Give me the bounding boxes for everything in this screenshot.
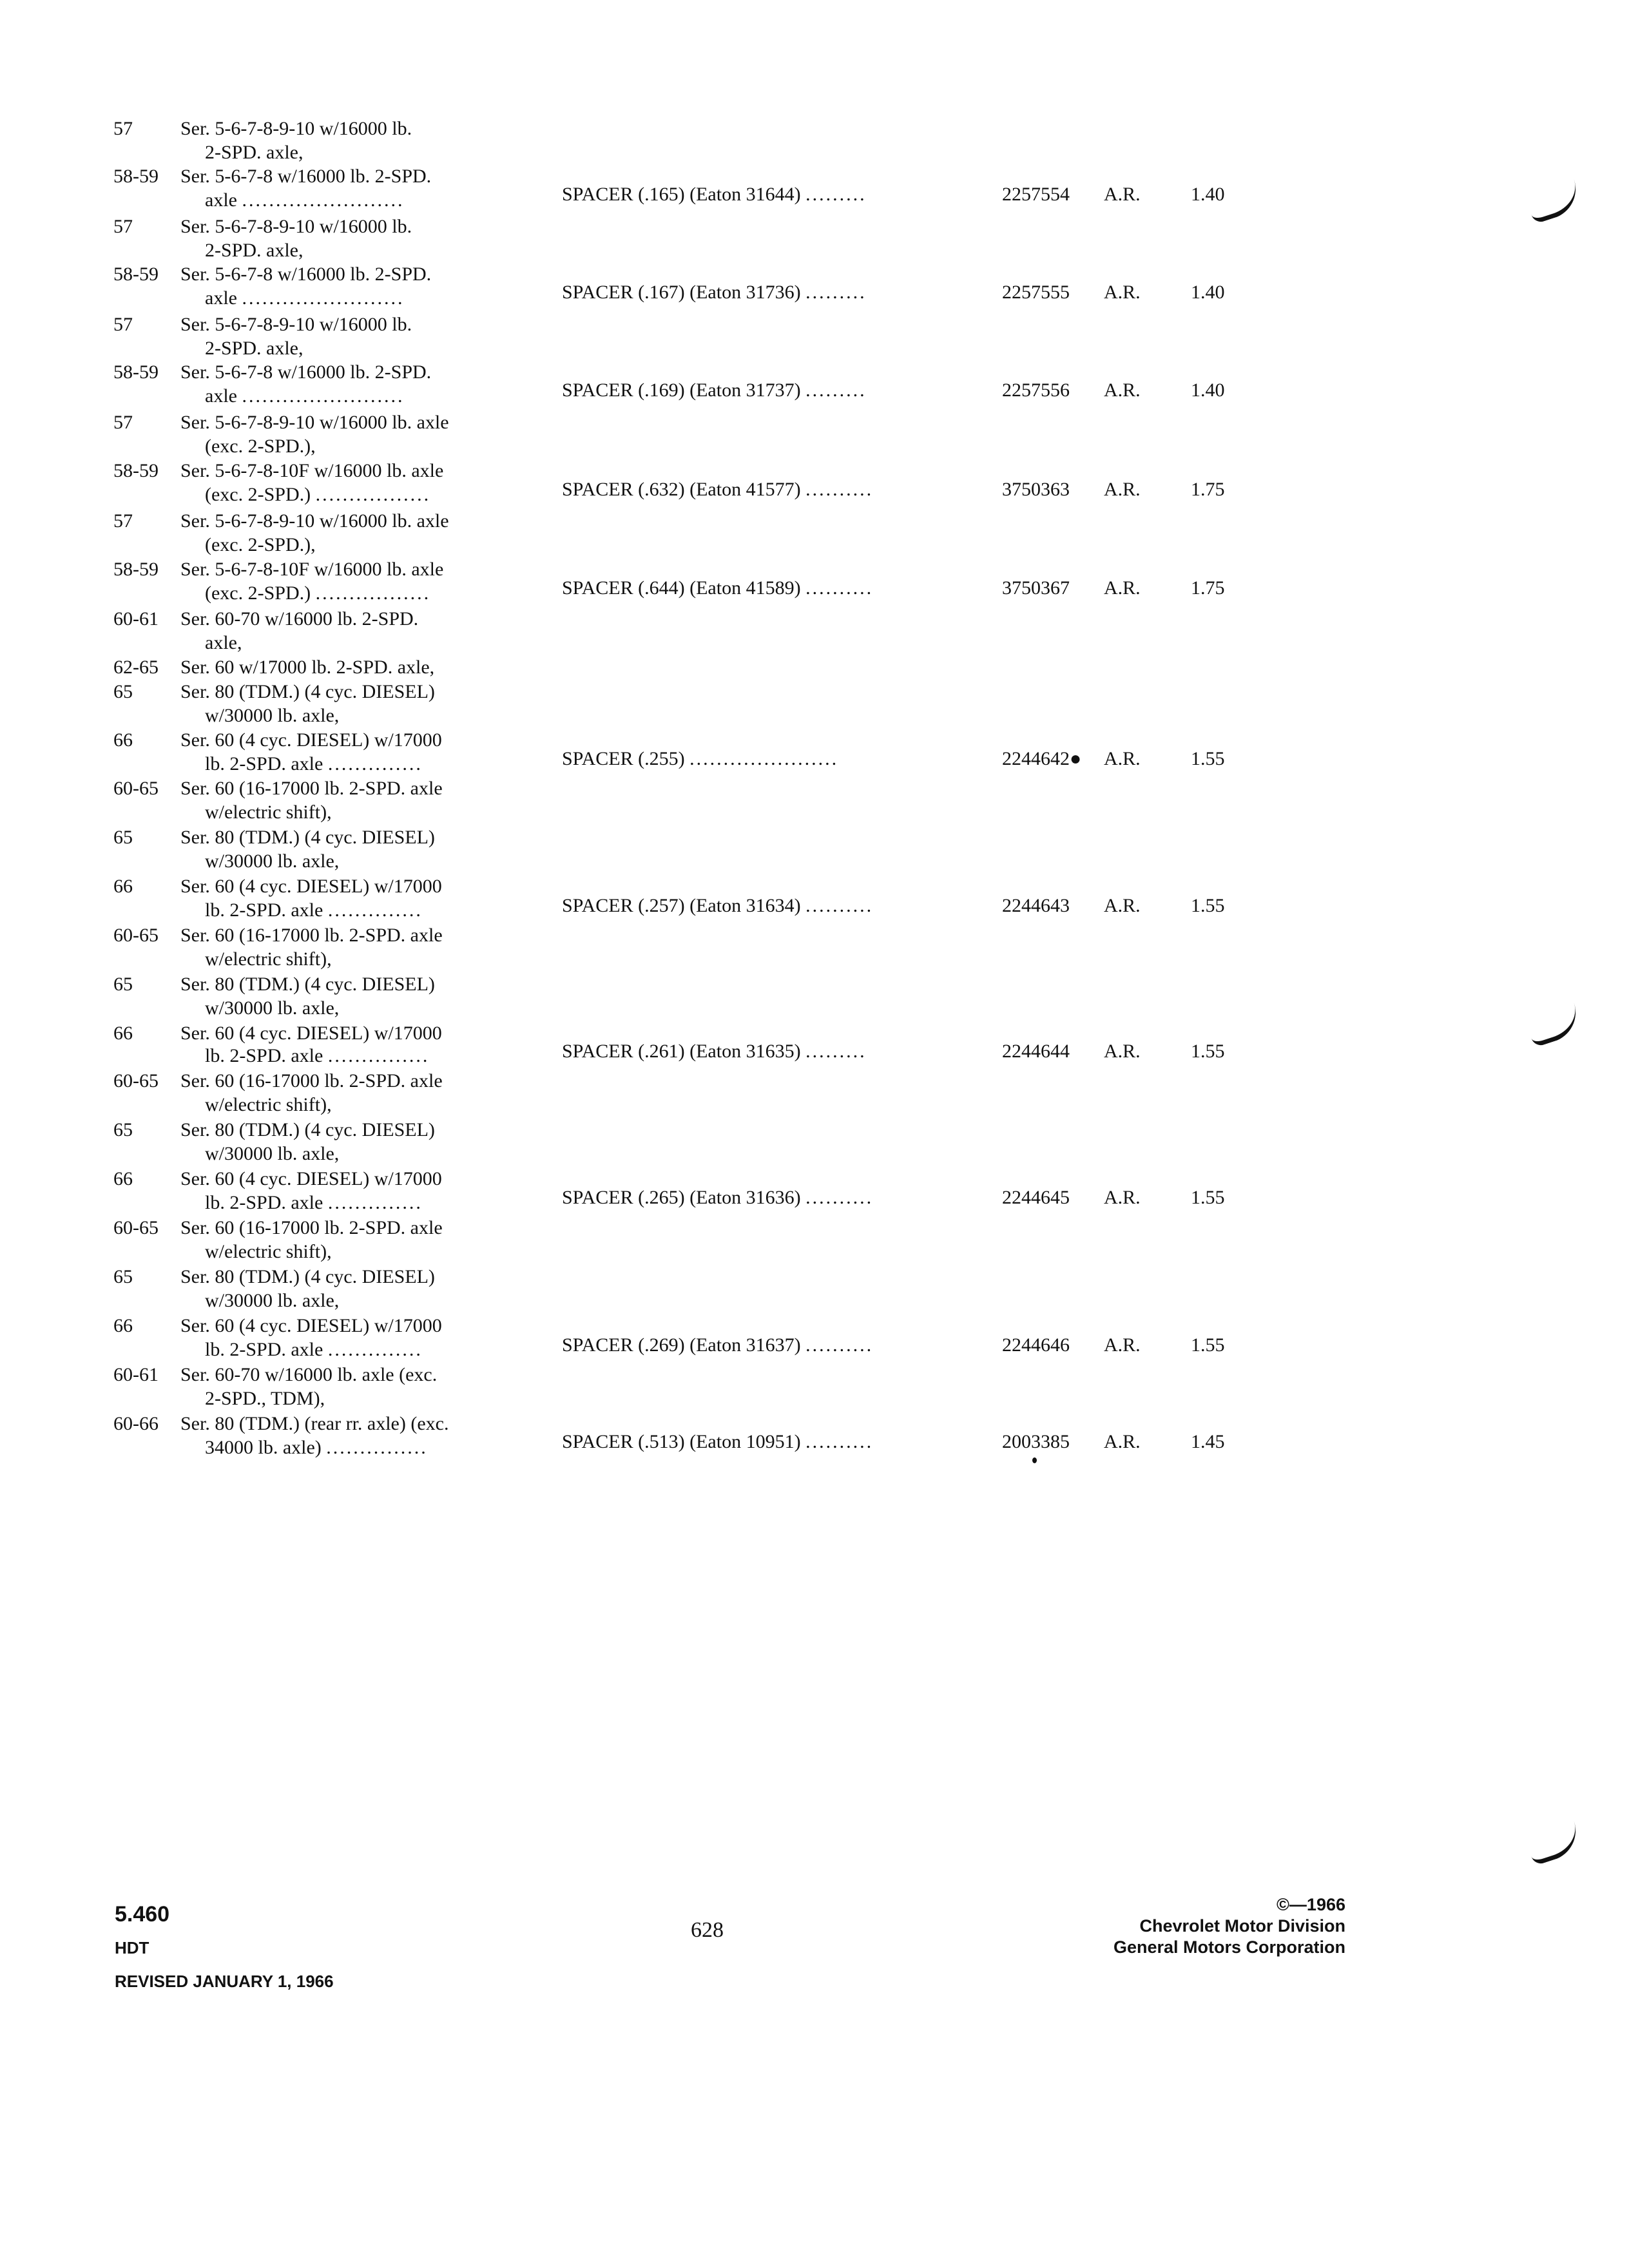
part-quantity: A.R.: [1104, 1431, 1141, 1452]
row-year: 57: [113, 412, 133, 433]
row-year: 60-65: [113, 925, 159, 946]
part-price: 1.55: [1191, 1334, 1225, 1356]
binding-mark: [1525, 1821, 1584, 1866]
row-description: Ser. 80 (TDM.) (4 cyc. DIESEL): [180, 1119, 435, 1140]
row-year: 58-59: [113, 559, 159, 580]
part-quantity: A.R.: [1104, 748, 1141, 769]
row-description: Ser. 5-6-7-8-9-10 w/16000 lb.: [180, 314, 412, 335]
row-year: 57: [113, 216, 133, 237]
row-description-cont: lb. 2-SPD. axle ...............: [205, 1045, 430, 1066]
part-quantity: A.R.: [1104, 380, 1141, 401]
row-description: Ser. 60 (16-17000 lb. 2-SPD. axle: [180, 1070, 443, 1091]
part-price: 1.55: [1191, 895, 1225, 916]
row-description: Ser. 5-6-7-8 w/16000 lb. 2-SPD.: [180, 361, 432, 383]
row-description-cont: w/electric shift),: [205, 802, 332, 823]
row-description-cont: 2-SPD., TDM),: [205, 1388, 325, 1409]
section-number: 5.460: [115, 1902, 170, 1927]
part-price: 1.40: [1191, 282, 1225, 303]
row-description: Ser. 60 (16-17000 lb. 2-SPD. axle: [180, 778, 443, 799]
part-price: 1.40: [1191, 184, 1225, 205]
row-year: 58-59: [113, 460, 159, 481]
row-description: Ser. 5-6-7-8-9-10 w/16000 lb. axle: [180, 412, 449, 433]
part-name: SPACER (.644) (Eaton 41589) ..........: [562, 577, 874, 599]
row-description: Ser. 80 (TDM.) (4 cyc. DIESEL): [180, 974, 435, 995]
part-name: SPACER (.261) (Eaton 31635) .........: [562, 1041, 867, 1062]
binding-mark: [1525, 180, 1584, 224]
page-number: 628: [691, 1918, 724, 1942]
row-description-cont: (exc. 2-SPD.),: [205, 436, 316, 457]
part-number: 3750367: [1002, 577, 1070, 599]
row-description: Ser. 60 (16-17000 lb. 2-SPD. axle: [180, 1217, 443, 1238]
part-price: 1.75: [1191, 577, 1225, 599]
row-description: Ser. 60 (4 cyc. DIESEL) w/17000: [180, 1315, 442, 1336]
part-quantity: A.R.: [1104, 1041, 1141, 1062]
row-description-cont: w/electric shift),: [205, 948, 332, 970]
row-description-cont: w/30000 lb. axle,: [205, 850, 340, 872]
part-number: 3750363: [1002, 479, 1070, 500]
part-name: SPACER (.255) ......................: [562, 748, 839, 769]
row-year: 57: [113, 118, 133, 139]
row-year: 58-59: [113, 361, 159, 383]
copyright-block: [1113, 1894, 1345, 1958]
part-price: 1.45: [1191, 1431, 1225, 1452]
part-number: 2257556: [1002, 380, 1070, 401]
row-description-cont: lb. 2-SPD. axle ..............: [205, 1339, 423, 1360]
row-year: 60-61: [113, 1364, 159, 1385]
part-number: 2244643: [1002, 895, 1070, 916]
revision-date: REVISED JANUARY 1, 1966: [115, 1972, 334, 1991]
part-name: SPACER (.513) (Eaton 10951) ..........: [562, 1431, 874, 1452]
row-year: 60-65: [113, 778, 159, 799]
row-year: 60-66: [113, 1413, 159, 1434]
row-description: Ser. 5-6-7-8-10F w/16000 lb. axle: [180, 559, 444, 580]
part-number: 2244646: [1002, 1334, 1070, 1356]
manual-code: HDT: [115, 1938, 149, 1957]
row-description: Ser. 60 (16-17000 lb. 2-SPD. axle: [180, 925, 443, 946]
corporation: General Motors Corporation: [1113, 1937, 1345, 1957]
row-description-cont: lb. 2-SPD. axle ..............: [205, 1192, 423, 1213]
part-quantity: A.R.: [1104, 1334, 1141, 1356]
part-name: SPACER (.265) (Eaton 31636) ..........: [562, 1187, 874, 1208]
row-description: Ser. 5-6-7-8-10F w/16000 lb. axle: [180, 460, 444, 481]
row-description: Ser. 80 (TDM.) (4 cyc. DIESEL): [180, 827, 435, 848]
part-name: SPACER (.167) (Eaton 31736) .........: [562, 282, 867, 303]
row-description: Ser. 60 w/17000 lb. 2-SPD. axle,: [180, 657, 435, 678]
row-description: Ser. 5-6-7-8 w/16000 lb. 2-SPD.: [180, 264, 432, 285]
part-number: 2257554: [1002, 184, 1070, 205]
row-year: 66: [113, 1168, 133, 1189]
row-description: Ser. 5-6-7-8-9-10 w/16000 lb.: [180, 118, 412, 139]
part-price: 1.75: [1191, 479, 1225, 500]
row-description: Ser. 5-6-7-8-9-10 w/16000 lb.: [180, 216, 412, 237]
part-quantity: A.R.: [1104, 1187, 1141, 1208]
row-description: Ser. 80 (TDM.) (4 cyc. DIESEL): [180, 681, 435, 702]
row-year: 66: [113, 1023, 133, 1044]
row-description-cont: w/electric shift),: [205, 1094, 332, 1115]
row-description-cont: axle ........................: [205, 287, 405, 309]
row-description-cont: 2-SPD. axle,: [205, 240, 304, 261]
row-description-cont: axle ........................: [205, 385, 405, 407]
row-description-cont: w/30000 lb. axle,: [205, 1290, 340, 1311]
row-description-cont: (exc. 2-SPD.) .................: [205, 484, 431, 505]
row-description: Ser. 80 (TDM.) (rear rr. axle) (exc.: [180, 1413, 449, 1434]
part-name: SPACER (.257) (Eaton 31634) ..........: [562, 895, 874, 916]
row-year: 66: [113, 876, 133, 897]
part-name: SPACER (.169) (Eaton 31737) .........: [562, 380, 867, 401]
row-year: 65: [113, 974, 133, 995]
row-description: Ser. 80 (TDM.) (4 cyc. DIESEL): [180, 1266, 435, 1287]
row-description: Ser. 5-6-7-8 w/16000 lb. 2-SPD.: [180, 166, 432, 187]
row-description-cont: 2-SPD. axle,: [205, 338, 304, 359]
row-description: Ser. 60 (4 cyc. DIESEL) w/17000: [180, 876, 442, 897]
part-number: 2244644: [1002, 1041, 1070, 1062]
row-description-cont: 2-SPD. axle,: [205, 142, 304, 163]
row-description-cont: axle,: [205, 632, 242, 653]
row-year: 65: [113, 827, 133, 848]
division: Chevrolet Motor Division: [1139, 1916, 1345, 1936]
row-year: 62-65: [113, 657, 159, 678]
part-number: 2244642●: [1002, 748, 1082, 769]
row-year: 65: [113, 1266, 133, 1287]
row-year: 57: [113, 510, 133, 532]
part-quantity: A.R.: [1104, 577, 1141, 599]
row-year: 57: [113, 314, 133, 335]
part-name: SPACER (.165) (Eaton 31644) .........: [562, 184, 867, 205]
part-quantity: A.R.: [1104, 895, 1141, 916]
part-price: 1.55: [1191, 1041, 1225, 1062]
row-description-cont: (exc. 2-SPD.),: [205, 534, 316, 555]
part-number: 2003385: [1002, 1431, 1070, 1452]
part-price: 1.40: [1191, 380, 1225, 401]
part-name: SPACER (.269) (Eaton 31637) ..........: [562, 1334, 874, 1356]
row-year: 60-65: [113, 1070, 159, 1091]
part-price: 1.55: [1191, 748, 1225, 769]
row-description-cont: w/30000 lb. axle,: [205, 1143, 340, 1164]
part-quantity: A.R.: [1104, 282, 1141, 303]
row-description-cont: w/electric shift),: [205, 1241, 332, 1262]
row-description-cont: 34000 lb. axle) ...............: [205, 1437, 428, 1458]
row-year: 60-65: [113, 1217, 159, 1238]
row-description-cont: lb. 2-SPD. axle ..............: [205, 753, 423, 774]
row-description-cont: axle ........................: [205, 189, 405, 211]
row-description: Ser. 60-70 w/16000 lb. axle (exc.: [180, 1364, 438, 1385]
row-year: 60-61: [113, 608, 159, 629]
part-quantity: A.R.: [1104, 184, 1141, 205]
ink-speck: [1032, 1457, 1037, 1463]
row-year: 65: [113, 1119, 133, 1140]
row-description-cont: w/30000 lb. axle,: [205, 997, 340, 1019]
part-name: SPACER (.632) (Eaton 41577) ..........: [562, 479, 874, 500]
row-year: 58-59: [113, 264, 159, 285]
part-quantity: A.R.: [1104, 479, 1141, 500]
copyright: ©—1966: [1277, 1895, 1345, 1914]
row-description-cont: (exc. 2-SPD.) .................: [205, 582, 431, 604]
row-description: Ser. 60 (4 cyc. DIESEL) w/17000: [180, 1023, 442, 1044]
row-description-cont: w/30000 lb. axle,: [205, 705, 340, 726]
row-year: 65: [113, 681, 133, 702]
part-number: 2244645: [1002, 1187, 1070, 1208]
row-year: 66: [113, 1315, 133, 1336]
row-description: Ser. 60 (4 cyc. DIESEL) w/17000: [180, 1168, 442, 1189]
row-description: Ser. 5-6-7-8-9-10 w/16000 lb. axle: [180, 510, 449, 532]
row-description: Ser. 60-70 w/16000 lb. 2-SPD.: [180, 608, 419, 629]
part-number: 2257555: [1002, 282, 1070, 303]
row-year: 66: [113, 729, 133, 751]
part-price: 1.55: [1191, 1187, 1225, 1208]
row-description-cont: lb. 2-SPD. axle ..............: [205, 899, 423, 921]
binding-mark: [1525, 1003, 1584, 1048]
row-year: 58-59: [113, 166, 159, 187]
row-description: Ser. 60 (4 cyc. DIESEL) w/17000: [180, 729, 442, 751]
